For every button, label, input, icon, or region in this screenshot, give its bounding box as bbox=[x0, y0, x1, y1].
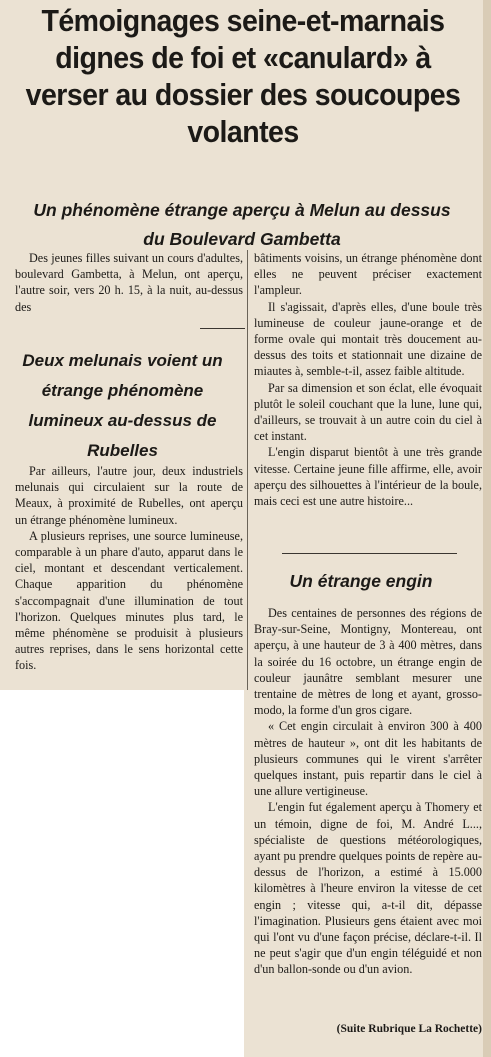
article-rubelles-column bbox=[15, 463, 243, 674]
article-engin-column bbox=[254, 605, 482, 978]
paragraph: « Cet engin circulait à environ 300 à 400 mètres de hauteur », ont dit les habitants de plusieurs communes qui le virent s'arrêter quelques instant, puis repartir dans le ciel à une allure vertigineuse. bbox=[254, 719, 482, 799]
headline: Témoignages seine-et-marnais dignes de foi et «canulard» à verser au dossier des soucoupes volantes bbox=[25, 3, 461, 149]
article-melun-column-right bbox=[254, 250, 482, 509]
section-rule bbox=[282, 553, 457, 554]
clipping-edge bbox=[483, 0, 491, 1057]
heading-rubelles: Deux melunais voient un étrange phénomène lumineux au-dessus de Rubelles bbox=[22, 351, 223, 460]
heading-engin: Un étrange engin bbox=[289, 571, 433, 591]
paragraph: Il s'agissait, d'après elles, d'une boule très lumineuse de couleur jaune-orange et de forme ovale qui montait très doucement au-dessus des toits et stationnait une dizaine de miautes à, semble-t-il, assez faible altitude. bbox=[254, 299, 482, 379]
subtitle: Un phénomène étrange aperçu à Melun au dessus du Boulevard Gambetta bbox=[33, 200, 451, 249]
paragraph: L'engin fut également aperçu à Thomery et un témoin, digne de foi, M. André L..., spécialiste de questions météorologiques, ayant pu prendre quelques points de repère au-dessus de l'horizon, a estimé à 15.000 kilomètres à l'heure environ la vitesse de cet engin ; vitesse qui, a-t-il dit, dépasse l'imagination. Plusieurs gens étaient avec moi qui l'ont vu d'une façon précise, déclare-t-il. Il ne peut s'agir que d'un engin téléguidé et non d'un ballon-sonde ou d'un avion. bbox=[254, 800, 482, 977]
paragraph: Des centaines de personnes des régions de Bray-sur-Seine, Montigny, Montereau, ont aperçu, à une hauteur de 3 à 400 mètres, dans la soirée du 16 octobre, un étrange engin de couleur jaunâtre semblant mesurer une trentaine de mètres de long et ayant, grosso-modo, la forme d'un gros cigare. bbox=[254, 606, 482, 718]
column-divider bbox=[247, 250, 248, 690]
paragraph: L'engin disparut bientôt à une très grande vitesse. Certaine jeune fille affirme, elle, avoir aperçu des silhouettes à l'intérieur de la boule, mais ceci est une autre histoire... bbox=[254, 445, 482, 509]
paragraph: Par sa dimension et son éclat, elle évoquait plutôt le soleil couchant que la lune, lune qui, d'ailleurs, se trouvait à un autre coin du ciel à cet instant. bbox=[254, 380, 482, 444]
continuation-note: (Suite Rubrique La Rochette) bbox=[336, 1023, 482, 1035]
paragraph: A plusieurs reprises, une source lumineuse, comparable à un phare d'auto, apparut dans le ciel, montant et descendant verticalement. Chaque apparition du phénomène s'accompagnait d'une illumination de tout l'horizon. Quelques minutes plus tard, le même phénomène se produisit à plusieurs autres reprises, dans le sens horizontal cette fois. bbox=[15, 528, 243, 673]
paragraph: Des jeunes filles suivant un cours d'adultes, boulevard Gambetta, à Melun, ont aperçu, l'autre soir, vers 20 h. 15, à la nuit, au-dessus des bbox=[15, 251, 243, 314]
paragraph: Par ailleurs, l'autre jour, deux industriels melunais qui circulaient sur la route de Meaux, à proximité de Rubelles, ont aperçu un étrange phénomène lumineux. bbox=[15, 464, 243, 527]
section-rule bbox=[200, 328, 245, 329]
article-melun-column-left bbox=[15, 250, 243, 315]
paragraph: bâtiments voisins, un étrange phénomène dont elles ne peuvent préciser exactement l'ampleur. bbox=[254, 251, 482, 298]
